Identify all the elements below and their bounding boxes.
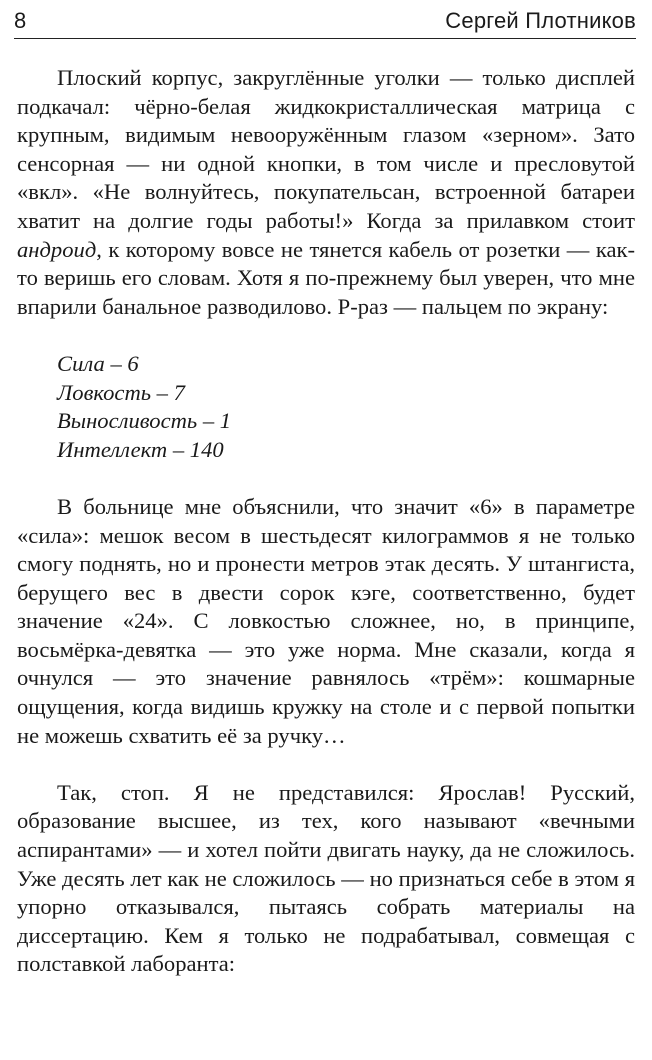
body-text — [17, 64, 635, 979]
paragraph-1-italic-word: андроид — [17, 236, 97, 262]
paragraph-2: В больнице мне объяснили, что значит «6» в параметре «сила»: мешок весом в шестьдесят килограммов я не только смогу поднять, но и пронести метров этак десять. У штангиста, берущего вес в двести сорок кэге, соответственно, будет значение «24». С ловкостью сложнее, но, в принципе, восьмёрка-девятка — это уже норма. Мне сказали, когда я очнулся — это значение равнялось «трём»: кошмарные ощущения, когда видишь кружку на столе и с первой попытки не можешь схватить её за ручку… — [17, 493, 635, 748]
paragraph-3: Так, стоп. Я не представился: Ярослав! Русский, образование высшее, из тех, кого называют «вечными аспирантами» — и хотел пойти двигать науку, да не сложилось. Уже десять лет как не сложилось — но признаться себе в этом я упорно отказывался, пытаясь собрать материалы на диссертацию. Кем я только не подрабатывал, совмещая с полставкой лаборанта: — [17, 779, 635, 977]
character-stats — [17, 350, 635, 464]
paragraph-spacer — [17, 464, 635, 493]
stat-line-endurance: Выносливость – 1 — [57, 408, 232, 434]
paragraph-1 — [17, 64, 635, 321]
running-head-author: Сергей Плотников — [445, 8, 636, 33]
paragraph-1-text-b: , к которому вовсе не тянется кабель от розетки — как-то веришь его словам. Хотя я по-прежнему был уверен, что мне впарили банальное разводилово. Р-раз — пальцем по экрану: — [17, 236, 635, 319]
page-header — [14, 4, 636, 39]
paragraph-spacer — [17, 750, 635, 779]
stat-line-agility: Ловкость – 7 — [57, 379, 185, 405]
stat-line-strength: Сила – 6 — [57, 350, 139, 376]
paragraph-spacer — [17, 321, 635, 350]
paragraph-1-text-a: Плоский корпус, закруглённые уголки — только дисплей подкачал: чёрно-белая жидкокристаллическая матрица с крупным, видимым невооружённым глазом «зерном». Зато сенсорная — ни одной кнопки, в том числе и пресловутой «вкл». «Не волнуйтесь, покупательсан, встроенной батареи хватит на долгие годы работы!» Когда за прилавком стоит — [17, 65, 635, 233]
stat-line-intellect: Интеллект – 140 — [57, 436, 224, 462]
page-number: 8 — [14, 8, 27, 33]
